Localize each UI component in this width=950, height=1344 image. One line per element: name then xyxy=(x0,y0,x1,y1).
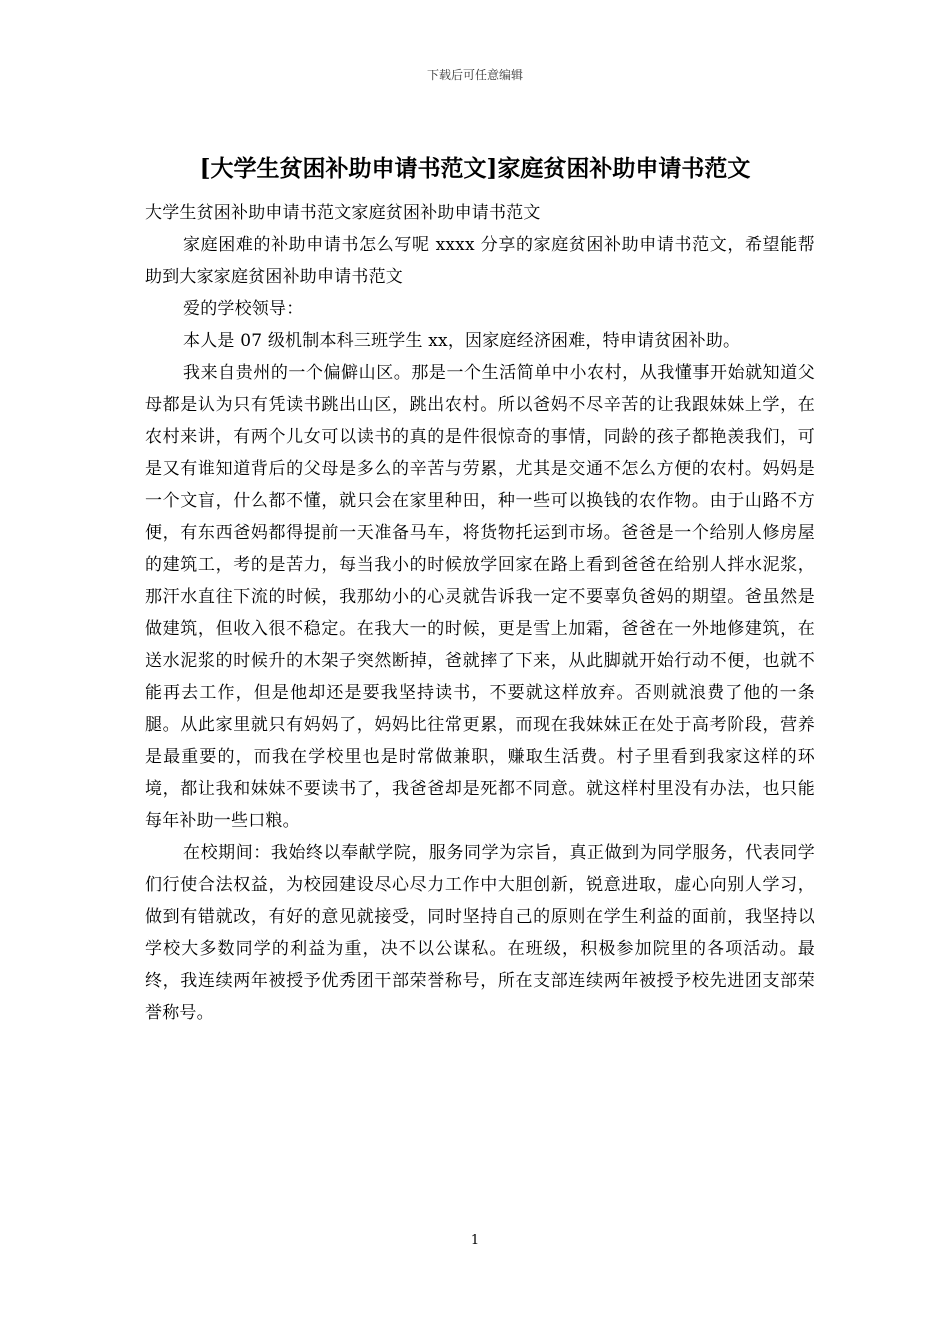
salutation-paragraph: 爱的学校领导： xyxy=(183,299,304,319)
header-note: 下载后可任意编辑 xyxy=(426,68,523,82)
document-title: [大学生贫困补助申请书范文]家庭贫困补助申请书范文 xyxy=(199,155,751,182)
document-body xyxy=(145,197,815,1029)
page-number: 1 xyxy=(470,1233,480,1248)
subtitle-paragraph: 大学生贫困补助申请书范文家庭贫困补助申请书范文 xyxy=(145,203,541,223)
background-paragraph: 我来自贵州的一个偏僻山区。那是一个生活简单中小农村，从我懂事开始就知道父母都是认为只有凭读书跳出山区，跳出农村。所以爸妈不尽辛苦的让我跟妹妹上学，在农村来讲，有两个儿女可以读书的真的是件很惊奇的事情，同龄的孩子都艳羡我们，可是又有谁知道背后的父母是多么的辛苦与劳累，尤其是交通不怎么方便的农村。妈妈是一个文盲，什么都不懂，就只会在家里种田，种一些可以换钱的农作物。由于山路不方便，有东西爸妈都得提前一天准备马车，将货物托运到市场。爸爸是一个给别人修房屋的建筑工，考的是苦力，每当我小的时候放学回家在路上看到爸爸在给别人拌水泥浆，那汗水直往下流的时候，我那幼小的心灵就告诉我一定不要辜负爸妈的期望。爸虽然是做建筑，但收入很不稳定。在我大一的时候，更是雪上加霜，爸爸在一外地修建筑，在送水泥浆的时候升的木架子突然断掉，爸就摔了下来，从此脚就开始行动不便，也就不能再去工作，但是他却还是要我坚持读书，不要就这样放弃。否则就浪费了他的一条腿。从此家里就只有妈妈了，妈妈比往常更累，而现在我妹妹正在处于高考阶段，营养是最重要的，而我在学校里也是时常做兼职，赚取生活费。村子里看到我家这样的环境，都让我和妹妹不要读书了，我爸爸却是死都不同意。就这样村里没有办法，也只能每年补助一些口粮。 xyxy=(145,363,815,831)
statement-paragraph: 本人是 07 级机制本科三班学生 xx，因家庭经济困难，特申请贫困补助。 xyxy=(183,331,741,351)
school-performance-paragraph: 在校期间：我始终以奉献学院，服务同学为宗旨，真正做到为同学服务，代表同学们行使合法权益，为校园建设尽心尽力工作中大胆创新，锐意进取，虚心向别人学习，做到有错就改，有好的意见就接受，同时坚持自己的原则在学生利益的面前，我坚持以学校大多数同学的利益为重，决不以公谋私。在班级，积极参加院里的各项活动。最终，我连续两年被授予优秀团干部荣誉称号，所在支部连续两年被授予校先进团支部荣誉称号。 xyxy=(145,843,815,1023)
intro-paragraph: 家庭困难的补助申请书怎么写呢 xxxx 分享的家庭贫困补助申请书范文，希望能帮助到大家家庭贫困补助申请书范文 xyxy=(145,235,815,287)
